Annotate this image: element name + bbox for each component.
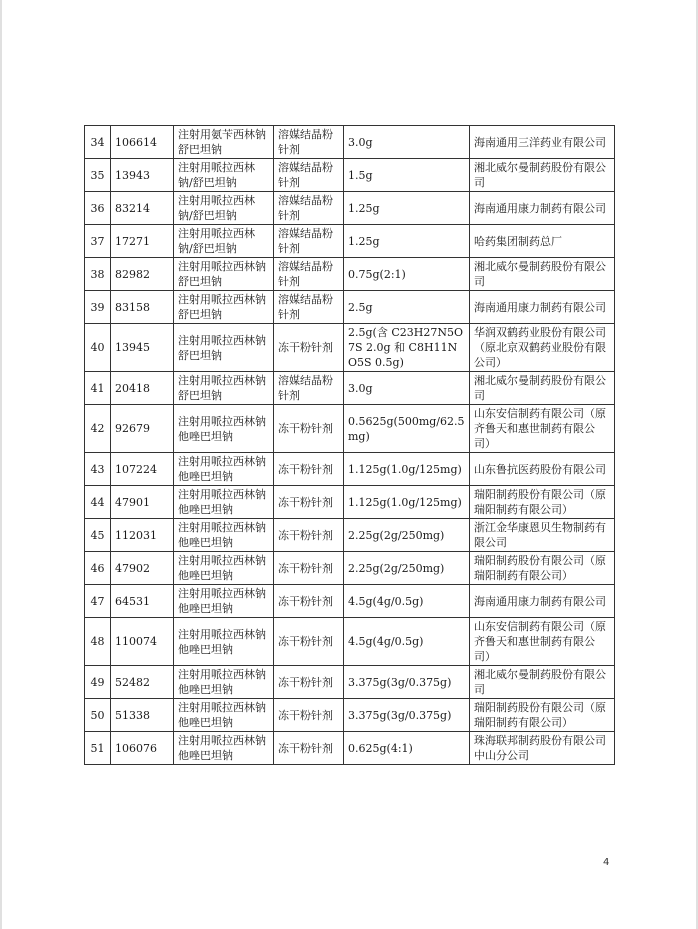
product-code-cell: 13943 [111,159,174,192]
row-number-cell: 38 [85,258,111,291]
table-row [85,159,615,192]
row-number-cell: 47 [85,585,111,618]
manufacturer-cell: 海南通用康力制药有限公司 [470,585,615,618]
drug-name-cell: 注射用哌拉西林钠他唑巴坦钠 [174,699,274,732]
specification-cell: 1.125g(1.0g/125mg) [344,453,470,486]
manufacturer-cell: 浙江金华康恩贝生物制药有限公司 [470,519,615,552]
table-row [85,732,615,765]
manufacturer-cell: 湘北威尔曼制药股份有限公司 [470,666,615,699]
specification-cell: 2.25g(2g/250mg) [344,552,470,585]
product-code-cell: 106614 [111,126,174,159]
dosage-form-cell: 冻干粉针剂 [274,585,344,618]
manufacturer-cell: 湘北威尔曼制药股份有限公司 [470,159,615,192]
product-code-cell: 83214 [111,192,174,225]
row-number-cell: 35 [85,159,111,192]
product-code-cell: 20418 [111,372,174,405]
drug-name-cell: 注射用哌拉西林钠他唑巴坦钠 [174,585,274,618]
table-body [85,126,615,765]
drug-name-cell: 注射用哌拉西林钠舒巴坦钠 [174,258,274,291]
drug-name-cell: 注射用哌拉西林钠他唑巴坦钠 [174,405,274,453]
specification-cell: 3.0g [344,372,470,405]
specification-cell: 0.75g(2:1) [344,258,470,291]
specification-cell: 4.5g(4g/0.5g) [344,585,470,618]
manufacturer-cell: 海南通用康力制药有限公司 [470,291,615,324]
dosage-form-cell: 冻干粉针剂 [274,324,344,372]
row-number-cell: 37 [85,225,111,258]
specification-cell: 0.5625g(500mg/62.5mg) [344,405,470,453]
product-code-cell: 17271 [111,225,174,258]
row-number-cell: 40 [85,324,111,372]
table-row [85,258,615,291]
drug-name-cell: 注射用哌拉西林钠他唑巴坦钠 [174,519,274,552]
drug-name-cell: 注射用哌拉西林钠他唑巴坦钠 [174,552,274,585]
specification-cell: 3.0g [344,126,470,159]
product-code-cell: 112031 [111,519,174,552]
product-code-cell: 83158 [111,291,174,324]
manufacturer-cell: 海南通用三洋药业有限公司 [470,126,615,159]
dosage-form-cell: 冻干粉针剂 [274,552,344,585]
manufacturer-cell: 湘北威尔曼制药股份有限公司 [470,372,615,405]
product-code-cell: 106076 [111,732,174,765]
drug-name-cell: 注射用哌拉西林钠/舒巴坦钠 [174,159,274,192]
table-row [85,453,615,486]
dosage-form-cell: 溶媒结晶粉针剂 [274,372,344,405]
product-code-cell: 47902 [111,552,174,585]
dosage-form-cell: 冻干粉针剂 [274,732,344,765]
drug-name-cell: 注射用哌拉西林钠舒巴坦钠 [174,372,274,405]
row-number-cell: 44 [85,486,111,519]
row-number-cell: 50 [85,699,111,732]
product-code-cell: 107224 [111,453,174,486]
row-number-cell: 48 [85,618,111,666]
row-number-cell: 51 [85,732,111,765]
drug-name-cell: 注射用哌拉西林钠他唑巴坦钠 [174,618,274,666]
table-row [85,618,615,666]
specification-cell: 4.5g(4g/0.5g) [344,618,470,666]
table-row [85,405,615,453]
dosage-form-cell: 冻干粉针剂 [274,453,344,486]
dosage-form-cell: 溶媒结晶粉针剂 [274,126,344,159]
dosage-form-cell: 冻干粉针剂 [274,618,344,666]
manufacturer-cell: 华润双鹤药业股份有限公司（原北京双鹤药业股份有限公司） [470,324,615,372]
manufacturer-cell: 瑞阳制药股份有限公司（原瑞阳制药有限公司） [470,486,615,519]
dosage-form-cell: 溶媒结晶粉针剂 [274,159,344,192]
specification-cell: 3.375g(3g/0.375g) [344,666,470,699]
table-row [85,519,615,552]
specification-cell: 1.25g [344,225,470,258]
specification-cell: 1.25g [344,192,470,225]
table-row [85,666,615,699]
manufacturer-cell: 湘北威尔曼制药股份有限公司 [470,258,615,291]
drug-name-cell: 注射用哌拉西林钠/舒巴坦钠 [174,225,274,258]
table-row [85,291,615,324]
specification-cell: 2.25g(2g/250mg) [344,519,470,552]
specification-cell: 2.5g(含 C23H27N5O7S 2.0g 和 C8H11NO5S 0.5g) [344,324,470,372]
specification-cell: 2.5g [344,291,470,324]
manufacturer-cell: 山东安信制药有限公司（原齐鲁天和惠世制药有限公司） [470,405,615,453]
table-row [85,486,615,519]
dosage-form-cell: 溶媒结晶粉针剂 [274,258,344,291]
drug-name-cell: 注射用哌拉西林钠他唑巴坦钠 [174,486,274,519]
row-number-cell: 46 [85,552,111,585]
table-row [85,225,615,258]
specification-cell: 0.625g(4:1) [344,732,470,765]
drug-table [84,125,615,765]
drug-name-cell: 注射用氨苄西林钠舒巴坦钠 [174,126,274,159]
row-number-cell: 39 [85,291,111,324]
drug-name-cell: 注射用哌拉西林钠他唑巴坦钠 [174,732,274,765]
page-edge-left [0,0,2,929]
product-code-cell: 110074 [111,618,174,666]
row-number-cell: 41 [85,372,111,405]
specification-cell: 3.375g(3g/0.375g) [344,699,470,732]
manufacturer-cell: 瑞阳制药股份有限公司（原瑞阳制药有限公司） [470,699,615,732]
row-number-cell: 36 [85,192,111,225]
dosage-form-cell: 冻干粉针剂 [274,699,344,732]
dosage-form-cell: 冻干粉针剂 [274,666,344,699]
drug-name-cell: 注射用哌拉西林钠舒巴坦钠 [174,291,274,324]
drug-name-cell: 注射用哌拉西林钠他唑巴坦钠 [174,666,274,699]
dosage-form-cell: 溶媒结晶粉针剂 [274,192,344,225]
product-code-cell: 52482 [111,666,174,699]
row-number-cell: 45 [85,519,111,552]
drug-name-cell: 注射用哌拉西林钠他唑巴坦钠 [174,453,274,486]
specification-cell: 1.5g [344,159,470,192]
table-row [85,192,615,225]
row-number-cell: 42 [85,405,111,453]
product-code-cell: 82982 [111,258,174,291]
row-number-cell: 43 [85,453,111,486]
dosage-form-cell: 溶媒结晶粉针剂 [274,225,344,258]
drug-name-cell: 注射用哌拉西林钠舒巴坦钠 [174,324,274,372]
manufacturer-cell: 哈药集团制药总厂 [470,225,615,258]
row-number-cell: 49 [85,666,111,699]
page-number: 4 [603,857,610,868]
manufacturer-cell: 山东安信制药有限公司（原齐鲁天和惠世制药有限公司） [470,618,615,666]
table-row [85,585,615,618]
manufacturer-cell: 山东鲁抗医药股份有限公司 [470,453,615,486]
dosage-form-cell: 冻干粉针剂 [274,405,344,453]
table-row [85,372,615,405]
drug-name-cell: 注射用哌拉西林钠/舒巴坦钠 [174,192,274,225]
product-code-cell: 64531 [111,585,174,618]
specification-cell: 1.125g(1.0g/125mg) [344,486,470,519]
table-row [85,699,615,732]
manufacturer-cell: 珠海联邦制药股份有限公司中山分公司 [470,732,615,765]
dosage-form-cell: 溶媒结晶粉针剂 [274,291,344,324]
manufacturer-cell: 瑞阳制药股份有限公司（原瑞阳制药有限公司） [470,552,615,585]
product-code-cell: 47901 [111,486,174,519]
product-code-cell: 51338 [111,699,174,732]
dosage-form-cell: 冻干粉针剂 [274,486,344,519]
table-row [85,324,615,372]
product-code-cell: 92679 [111,405,174,453]
product-code-cell: 13945 [111,324,174,372]
manufacturer-cell: 海南通用康力制药有限公司 [470,192,615,225]
row-number-cell: 34 [85,126,111,159]
dosage-form-cell: 冻干粉针剂 [274,519,344,552]
table-row [85,126,615,159]
table-row [85,552,615,585]
